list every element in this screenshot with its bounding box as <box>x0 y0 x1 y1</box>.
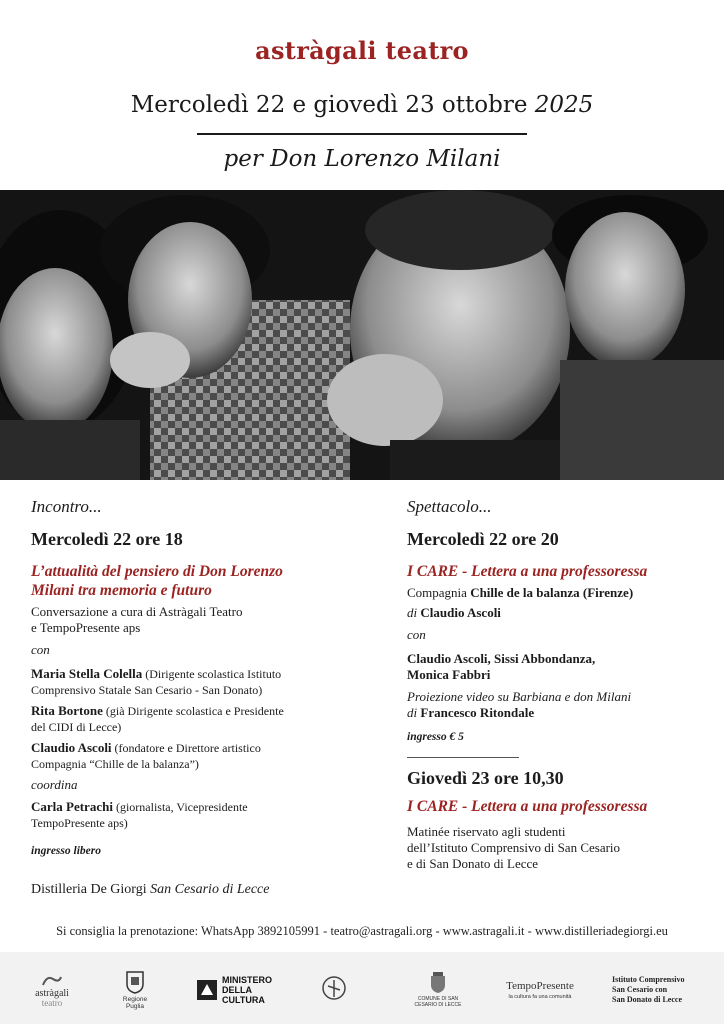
moderator <box>31 799 371 831</box>
istituto-line-3: San Donato di Lecce <box>612 995 682 1004</box>
regione-puglia-logo <box>115 966 155 1014</box>
ministero-line-3: CULTURA <box>222 995 265 1005</box>
meeting-curators <box>31 604 371 636</box>
matinee-line-2: dell’Istituto Comprensivo di San Cesario <box>407 840 621 855</box>
astragali-logo-text-1: astràgali <box>35 987 69 999</box>
moderator-role: (giornalista, Vicepresidente <box>112 800 248 814</box>
speaker-role: (Dirigente scolastica Istituto <box>142 667 282 681</box>
venue <box>31 882 269 898</box>
with-label: con <box>31 642 50 657</box>
video-author: Francesco Ritondale <box>420 705 535 720</box>
by-label: di <box>407 605 421 620</box>
istituto-line-1: Istituto Comprensivo <box>612 975 685 984</box>
comune-label: COMUNE DI SAN CESARIO DI LECCE <box>414 996 462 1008</box>
matinee-line-1: Matinée riservato agli studenti <box>407 824 566 839</box>
show-day-1: Mercoledì 22 ore 20 <box>407 529 559 549</box>
video-credit <box>407 689 707 721</box>
ministry-emblem-icon <box>196 979 218 1001</box>
event-dates-main: Mercoledì 22 e giovedì 23 ottobre <box>130 92 535 118</box>
tempopresente-logo <box>502 966 578 1014</box>
tempopresente-name: TempoPresente <box>506 980 574 992</box>
company-name: Chille de la balanza (Firenze) <box>470 585 634 600</box>
show-day-2: Giovedì 23 ore 10,30 <box>407 768 564 788</box>
show-title-2: I CARE - Lettera a una professoressa <box>407 798 648 815</box>
speaker-name: Maria Stella Colella <box>31 666 143 681</box>
hero-photo-illustration <box>0 190 724 480</box>
ministero-cultura-logo <box>196 966 280 1014</box>
astragali-logo-text-2: teatro <box>41 997 63 1008</box>
coat-of-arms-icon <box>126 970 144 994</box>
show-title-1: I CARE - Lettera a una professoressa <box>407 563 648 580</box>
ministero-line-1: MINISTERO <box>222 975 273 985</box>
moderator-name: Carla Petrachi <box>31 799 113 814</box>
cast-list <box>407 651 707 683</box>
tempopresente-tagline: la cultura fa una comunità <box>508 994 572 1000</box>
venue-name: Distilleria De Giorgi <box>31 882 151 897</box>
speaker-name: Claudio Ascoli <box>31 740 112 755</box>
astragali-logo <box>24 966 80 1014</box>
booking-info: Si consiglia la prenotazione: WhatsApp 3892105991 - teatro@astragali.org - www.astragali.it - www.distilleriadegiorgi.eu <box>56 924 668 938</box>
istituto-logo <box>612 966 712 1014</box>
stylized-figure-icon <box>321 975 347 1005</box>
speaker-role: (fondatore e Direttore artistico <box>111 741 261 755</box>
speaker-name: Rita Bortone <box>31 703 103 718</box>
matinee-info <box>407 824 707 872</box>
meeting-section-heading: Incontro... <box>31 497 102 516</box>
show-column <box>407 497 707 876</box>
speaker <box>31 703 371 735</box>
company-prefix: Compagnia <box>407 585 471 600</box>
curators-line-2: e TempoPresente aps <box>31 620 141 635</box>
regione-puglia-label: Regione Puglia <box>122 996 148 1010</box>
show-entry: ingresso € 5 <box>407 731 464 743</box>
speaker <box>31 666 371 698</box>
astragali-logo-icon <box>41 973 63 989</box>
show-divider <box>407 757 519 758</box>
meeting-title-line-2: Milani tra memoria e futuro <box>31 582 212 599</box>
cast-line-2: Monica Fabbri <box>407 667 491 682</box>
organizer-title: astràgali teatro <box>255 36 469 65</box>
speaker-role-cont: Comprensivo Statale San Cesario - San Donato) <box>31 683 263 697</box>
meeting-column <box>31 497 371 857</box>
speaker-role: (già Dirigente scolastica e Presidente <box>102 704 284 718</box>
event-year: 2025 <box>534 92 594 118</box>
speaker-role-cont: del CIDI di Lecce) <box>31 720 122 734</box>
meeting-entry: ingresso libero <box>31 845 101 857</box>
meeting-title-line-1: L’attualità del pensiero di Don Lorenzo <box>31 563 283 580</box>
ministero-line-2: DELLA <box>222 985 252 995</box>
meeting-day: Mercoledì 22 ore 18 <box>31 529 183 549</box>
show-author <box>407 605 707 621</box>
matinee-line-3: e di San Donato di Lecce <box>407 856 539 871</box>
cast-label: con <box>407 627 426 642</box>
event-dates <box>0 92 724 118</box>
comune-logo <box>408 966 468 1014</box>
header-divider <box>197 133 527 135</box>
author-name: Claudio Ascoli <box>420 605 501 620</box>
hero-photo <box>0 190 724 480</box>
meeting-title <box>31 562 371 600</box>
moderator-role-cont: TempoPresente aps) <box>31 816 128 830</box>
video-by-label: di <box>407 705 421 720</box>
municipal-crest-icon <box>430 972 446 994</box>
show-company <box>407 585 707 601</box>
istituto-line-2: San Cesario con <box>612 985 668 994</box>
event-subtitle: per Don Lorenzo Milani <box>223 146 501 172</box>
curators-line-1: Conversazione a cura di Astràgali Teatro <box>31 604 243 619</box>
cast-line-1: Claudio Ascoli, Sissi Abbondanza, <box>407 651 596 666</box>
speaker-role-cont: Compagnia “Chille de la balanza”) <box>31 757 199 771</box>
video-description: Proiezione video su Barbiana e don Milani <box>407 689 632 704</box>
figure-logo <box>316 966 352 1014</box>
venue-city: San Cesario di Lecce <box>150 882 270 897</box>
moderator-label: coordina <box>31 777 78 792</box>
sponsor-logos <box>0 952 724 1024</box>
speaker <box>31 740 371 772</box>
show-section-heading: Spettacolo... <box>407 497 492 516</box>
